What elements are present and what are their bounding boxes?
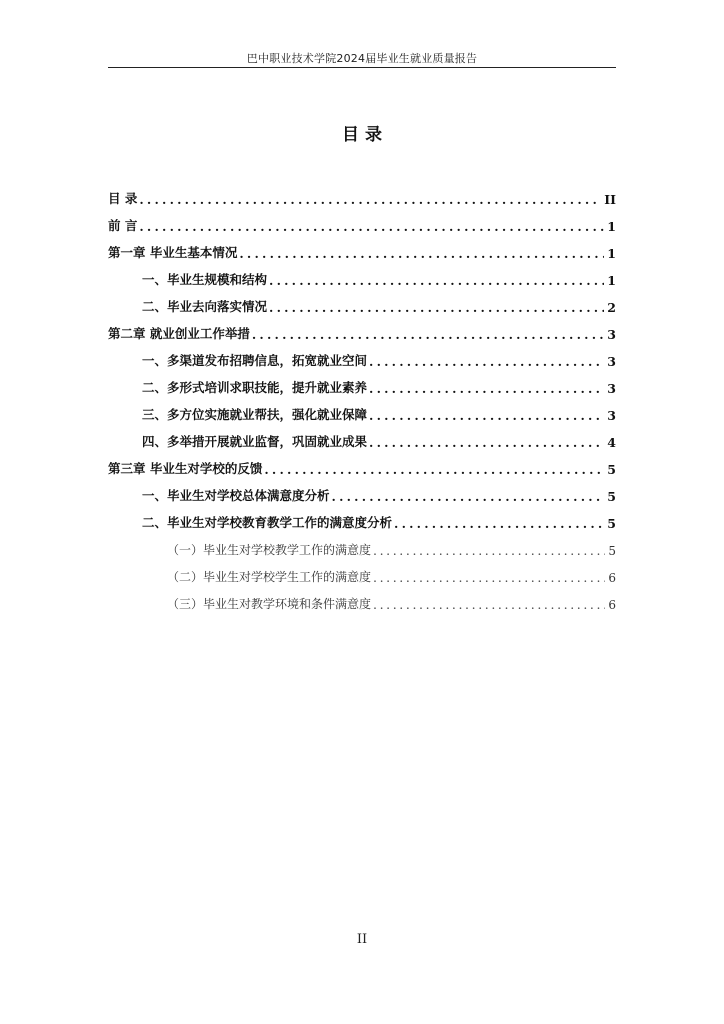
dot-leader — [369, 381, 604, 396]
dot-leader — [332, 489, 605, 504]
toc-entry[interactable] — [108, 558, 616, 585]
toc-entry-page: 2 — [607, 300, 616, 315]
toc-entry[interactable] — [108, 504, 616, 531]
toc-entry[interactable] — [108, 450, 616, 477]
toc-entry[interactable] — [108, 585, 616, 612]
dot-leader — [264, 462, 604, 477]
toc-entry[interactable] — [108, 180, 616, 207]
toc-entry-label: 第三章 毕业生对学校的反馈 — [108, 461, 263, 476]
toc-entry-label: 四、多举措开展就业监督，巩固就业成果 — [142, 434, 368, 449]
toc-entry-page: 5 — [607, 516, 616, 531]
toc-entry[interactable] — [108, 531, 616, 558]
toc-entry-label: 前 言 — [108, 218, 138, 233]
toc-entry[interactable] — [108, 315, 616, 342]
toc-entry-page: II — [604, 192, 616, 207]
dot-leader — [369, 408, 604, 423]
toc-entry[interactable] — [108, 396, 616, 423]
toc-entry-label: 目 录 — [108, 191, 138, 206]
toc-entry-label: 二、毕业生对学校教育教学工作的满意度分析 — [142, 515, 393, 530]
dot-leader — [369, 354, 604, 369]
toc-entry-page: 5 — [607, 489, 616, 504]
toc-entry-page: 6 — [608, 598, 616, 612]
toc-entry[interactable] — [108, 369, 616, 396]
toc-entry-page: 3 — [607, 408, 616, 423]
toc-entry-page: 5 — [607, 462, 616, 477]
toc-entry-label: 一、多渠道发布招聘信息，拓宽就业空间 — [142, 353, 368, 368]
dot-leader — [139, 192, 601, 207]
toc-entry[interactable] — [108, 477, 616, 504]
running-header: 巴中职业技术学院2024届毕业生就业质量报告 — [246, 52, 478, 65]
dot-leader — [373, 570, 605, 585]
toc-entry-label: 二、多形式培训求职技能，提升就业素养 — [142, 380, 368, 395]
table-of-contents — [108, 180, 616, 612]
dot-leader — [373, 597, 605, 612]
toc-entry[interactable] — [108, 423, 616, 450]
toc-entry-label: 二、毕业去向落实情况 — [142, 299, 268, 314]
toc-entry-label: 第二章 就业创业工作举措 — [108, 326, 250, 341]
toc-entry-label: （二）毕业生对学校学生工作的满意度 — [167, 570, 372, 584]
toc-entry-label: 第一章 毕业生基本情况 — [108, 245, 238, 260]
toc-entry[interactable] — [108, 288, 616, 315]
dot-leader — [252, 327, 604, 342]
toc-entry-page: 6 — [608, 571, 616, 585]
dot-leader — [373, 543, 605, 558]
toc-entry-label: 一、毕业生规模和结构 — [142, 272, 268, 287]
toc-entry-label: 三、多方位实施就业帮扶，强化就业保障 — [142, 407, 368, 422]
header-rule — [108, 67, 616, 68]
dot-leader — [269, 300, 604, 315]
toc-title: 目 录 — [342, 125, 382, 145]
page-number: II — [356, 932, 368, 947]
toc-entry-page: 1 — [607, 219, 616, 234]
dot-leader — [139, 219, 604, 234]
toc-entry[interactable] — [108, 207, 616, 234]
dot-leader — [239, 246, 604, 261]
toc-entry-page: 4 — [607, 435, 616, 450]
toc-entry-label: （一）毕业生对学校教学工作的满意度 — [167, 543, 372, 557]
dot-leader — [269, 273, 604, 288]
toc-entry[interactable] — [108, 234, 616, 261]
toc-entry-page: 3 — [607, 381, 616, 396]
toc-entry-page: 1 — [607, 246, 616, 261]
toc-entry-page: 3 — [607, 327, 616, 342]
toc-entry-page: 1 — [607, 273, 616, 288]
dot-leader — [394, 516, 604, 531]
dot-leader — [369, 435, 604, 450]
toc-entry-page: 3 — [607, 354, 616, 369]
toc-entry-label: （三）毕业生对教学环境和条件满意度 — [167, 597, 372, 611]
toc-entry[interactable] — [108, 342, 616, 369]
toc-entry-label: 一、毕业生对学校总体满意度分析 — [142, 488, 330, 503]
toc-entry-page: 5 — [608, 544, 616, 558]
toc-entry[interactable] — [108, 261, 616, 288]
